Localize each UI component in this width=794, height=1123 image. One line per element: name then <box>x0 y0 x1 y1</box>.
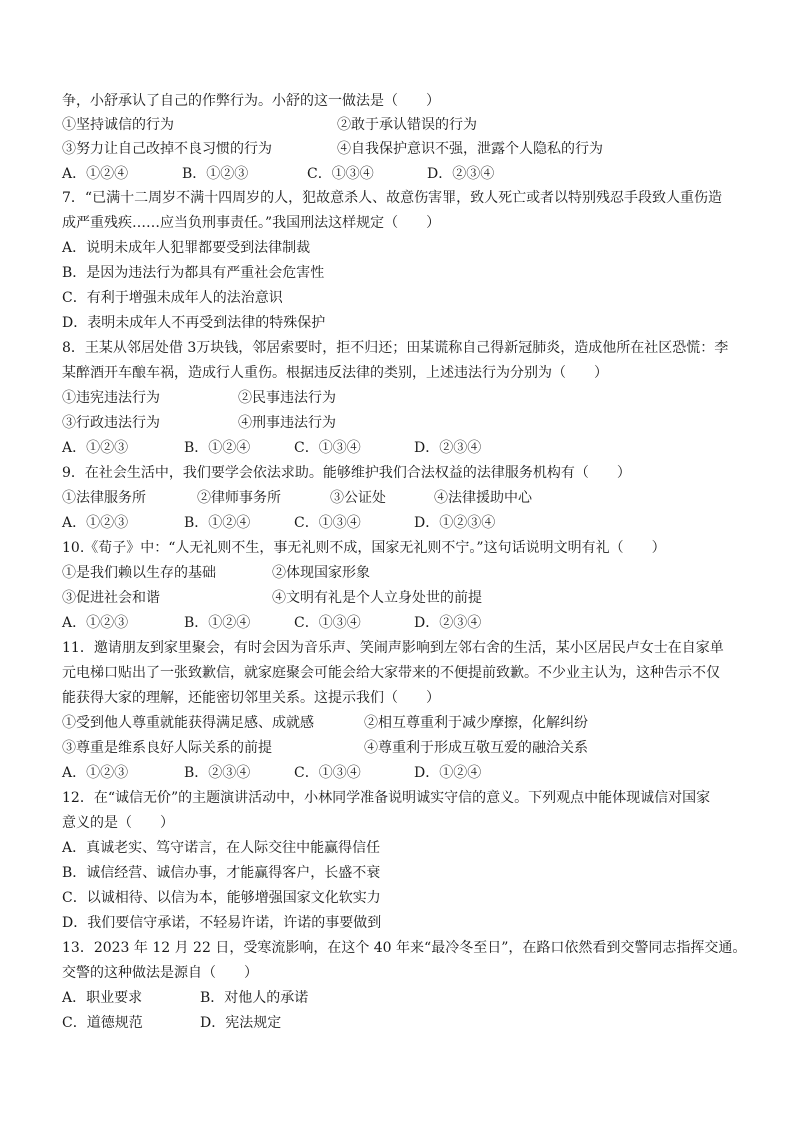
q9-choice-a: A．①②③ <box>62 515 129 531</box>
q13-option-c: C．道德规范 <box>62 1015 143 1031</box>
q6-choice-c: C．①③④ <box>307 166 374 182</box>
q9-option-2: ②律师事务所 <box>197 490 281 506</box>
q8-stem-line1: 8．王某从邻居处借 3万块钱，邻居索要时，拒不归还；田某谎称自己得新冠肺炎，造成他所在社区恐慌：李 <box>62 340 729 356</box>
q6-option-4: ④自我保护意识不强，泄露个人隐私的行为 <box>337 141 603 157</box>
q10-stem: 10.《荀子》中：“人无礼则不生，事无礼则不成，国家无礼则不宁。”这句话说明文明有礼（ ） <box>62 540 666 556</box>
q6-option-1: ①坚持诚信的行为 <box>62 117 174 133</box>
q9-choice-d: D．①②③④ <box>414 515 496 531</box>
q10-choice-a: A．①②③ <box>62 615 129 631</box>
q13-option-d: D．宪法规定 <box>200 1015 282 1031</box>
q9-stem: 9．在社会生活中，我们要学会依法求助。能够维护我们合法权益的法律服务机构有（ ） <box>62 465 631 481</box>
q9-choice-c: C．①③④ <box>294 515 361 531</box>
q10-choice-b: B．①②④ <box>184 615 251 631</box>
q10-option-1: ①是我们赖以生存的基础 <box>62 565 216 581</box>
q7-option-b: B．是因为违法行为都具有严重社会危害性 <box>62 265 325 281</box>
q11-stem-line1: 11．邀请朋友到家里聚会，有时会因为音乐声、笑闹声影响到左邻右舍的生活，某小区居民卢女士在自家单 <box>62 640 724 656</box>
q6-choice-d: D．②③④ <box>427 166 495 182</box>
q6-stem: 争，小舒承认了自己的作弊行为。小舒的这一做法是（ ） <box>62 93 440 109</box>
q8-option-2: ②民事违法行为 <box>238 390 336 406</box>
q8-option-1: ①违宪违法行为 <box>62 390 160 406</box>
q11-option-3: ③尊重是维系良好人际关系的前提 <box>62 740 272 756</box>
q9-option-3: ③公证处 <box>330 490 386 506</box>
q7-stem-line1: 7．“已满十二周岁不满十四周岁的人，犯故意杀人、故意伤害罪，致人死亡或者以特别残忍手段致人重伤造 <box>62 190 723 206</box>
q10-option-3: ③促进社会和谐 <box>62 590 160 606</box>
q13-option-b: B．对他人的承诺 <box>200 990 309 1006</box>
q11-option-4: ④尊重利于形成互敬互爱的融洽关系 <box>364 740 588 756</box>
q13-option-a: A．职业要求 <box>62 990 143 1006</box>
q11-choice-c: C．①③④ <box>294 765 361 781</box>
q10-option-4: ④文明有礼是个人立身处世的前提 <box>272 590 482 606</box>
q11-stem-line2: 元电梯口贴出了一张致歉信，就家庭聚会可能会给大家带来的不便提前致歉。不少业主认为，这种告示不仅 <box>62 665 720 681</box>
q8-choice-c: C．①③④ <box>294 440 361 456</box>
q6-option-3: ③努力让自己改掉不良习惯的行为 <box>62 141 272 157</box>
q10-choice-c: C．①③④ <box>294 615 361 631</box>
q9-option-1: ①法律服务所 <box>62 490 146 506</box>
q10-option-2: ②体现国家形象 <box>272 565 370 581</box>
q12-option-b: B．诚信经营、诚信办事，才能赢得客户，长盛不衰 <box>62 865 381 881</box>
q8-choice-a: A．①②③ <box>62 440 129 456</box>
q8-option-4: ④刑事违法行为 <box>238 415 336 431</box>
q7-stem-line2: 成严重残疾……应当负刑事责任。”我国刑法这样规定（ ） <box>62 215 441 231</box>
q11-choice-d: D．①②④ <box>414 765 482 781</box>
q8-stem-line2: 某醉酒开车酿车祸，造成行人重伤。根据违反法律的类别，上述违法行为分别为（ ） <box>62 365 608 381</box>
q12-stem-line2: 意义的是（ ） <box>62 815 174 831</box>
q6-option-2: ②敢于承认错误的行为 <box>337 117 477 133</box>
q13-stem-line2: 交警的这种做法是源自（ ） <box>62 965 258 981</box>
q6-choice-b: B．①②③ <box>182 166 249 182</box>
q12-option-a: A．真诚老实、笃守诺言，在人际交往中能赢得信任 <box>62 840 381 856</box>
q9-option-4: ④法律援助中心 <box>434 490 532 506</box>
q12-option-c: C．以诚相待、以信为本，能够增强国家文化软实力 <box>62 890 381 906</box>
q11-choice-a: A．①②③ <box>62 765 129 781</box>
q8-option-3: ③行政违法行为 <box>62 415 160 431</box>
q10-choice-d: D．②③④ <box>414 615 482 631</box>
q8-choice-d: D．②③④ <box>414 440 482 456</box>
q11-option-2: ②相互尊重利于减少摩擦，化解纠纷 <box>364 715 588 731</box>
q9-choice-b: B．①②④ <box>184 515 251 531</box>
q11-option-1: ①受到他人尊重就能获得满足感、成就感 <box>62 715 314 731</box>
q12-option-d: D．我们要信守承诺，不轻易许诺，许诺的事要做到 <box>62 915 382 931</box>
q7-option-a: A．说明未成年人犯罪都要受到法律制裁 <box>62 240 311 256</box>
q11-stem-line3: 能获得大家的理解，还能密切邻里关系。这提示我们（ ） <box>62 690 440 706</box>
q8-choice-b: B．①②④ <box>184 440 251 456</box>
q7-option-c: C．有利于增强未成年人的法治意识 <box>62 290 283 306</box>
q12-stem-line1: 12．在“诚信无价”的主题演讲活动中，小林同学准备说明诚实守信的意义。下列观点中能体现诚信对国家 <box>62 790 711 806</box>
q7-option-d: D．表明未成年人不再受到法律的特殊保护 <box>62 315 326 331</box>
q6-choice-a: A．①②④ <box>62 166 129 182</box>
q13-stem-line1: 13．2023 年 12 月 22 日，受寒流影响，在这个 40 年来“最冷冬至日”，在路口依然看到交警同志指挥交通。 <box>62 940 747 956</box>
q11-choice-b: B．②③④ <box>184 765 251 781</box>
